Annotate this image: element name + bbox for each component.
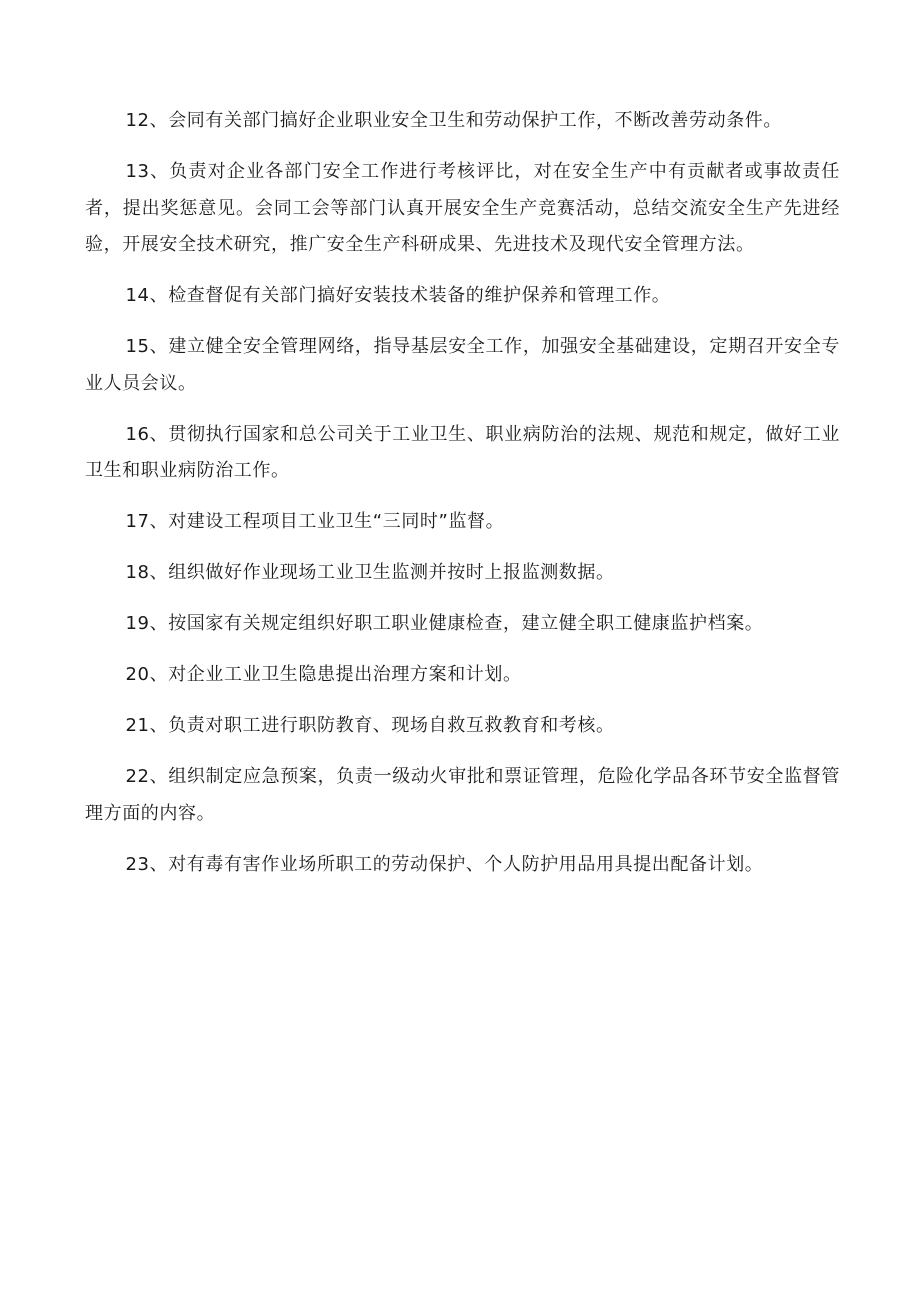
paragraph-item-14: 14、检查督促有关部门搞好安装技术装备的维护保养和管理工作。 — [125, 285, 671, 306]
document-body — [85, 103, 840, 898]
paragraph-item-12: 12、会同有关部门搞好企业职业安全卫生和劳动保护工作，不断改善劳动条件。 — [125, 110, 783, 131]
paragraph-item-15: 15、建立健全安全管理网络，指导基层安全工作，加强安全基础建设，定期召开安全专业人员会议。 — [85, 336, 840, 394]
paragraph-item-19: 19、按国家有关规定组织好职工职业健康检查，建立健全职工健康监护档案。 — [125, 613, 764, 634]
paragraph-item-21: 21、负责对职工进行职防教育、现场自救互救教育和考核。 — [125, 715, 615, 736]
paragraph-item-20: 20、对企业工业卫生隐患提出治理方案和计划。 — [125, 664, 522, 685]
paragraph-item-16: 16、贯彻执行国家和总公司关于工业卫生、职业病防治的法规、规范和规定，做好工业卫生和职业病防治工作。 — [85, 423, 840, 481]
paragraph-item-22: 22、组织制定应急预案，负责一级动火审批和票证管理，危险化学品各环节安全监督管理方面的内容。 — [85, 766, 840, 824]
paragraph-item-23: 23、对有毒有害作业场所职工的劳动保护、个人防护用品用具提出配备计划。 — [125, 853, 764, 875]
paragraph-item-18: 18、组织做好作业现场工业卫生监测并按时上报监测数据。 — [125, 562, 615, 583]
paragraph-item-17: 17、对建设工程项目工业卫生“三同时”监督。 — [125, 511, 505, 532]
paragraph-item-13: 13、负责对企业各部门安全工作进行考核评比，对在安全生产中有贡献者或事故责任者，提出奖惩意见。会同工会等部门认真开展安全生产竞赛活动，总结交流安全生产先进经验，开展安全技术研究，推广安全生产科研成果、先进技术及现代安全管理方法。 — [85, 161, 840, 255]
